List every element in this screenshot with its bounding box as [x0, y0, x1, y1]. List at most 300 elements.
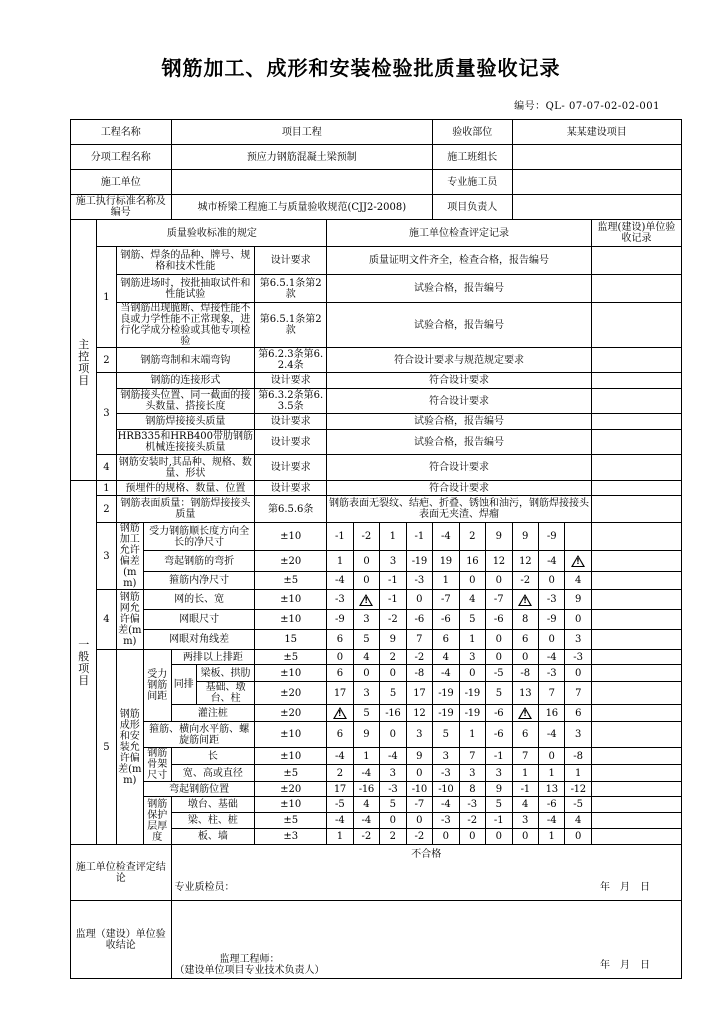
- col-quality-standard: 质量验收标准的规定: [97, 220, 327, 247]
- measured-value: -10: [406, 782, 432, 797]
- page-title: 钢筋加工、成形和安装检验批质量验收记录: [161, 56, 561, 80]
- measured-value: 6: [327, 722, 353, 748]
- measured-value: 1: [380, 523, 406, 551]
- table-row: [71, 523, 682, 551]
- measured-value: -7: [406, 797, 432, 813]
- main-control-label: [71, 247, 97, 481]
- measured-value: 9: [380, 630, 406, 650]
- item-requirement: 第6.5.1条第2款: [255, 303, 327, 348]
- measured-value: -6: [486, 610, 512, 630]
- supervision-cell: [591, 630, 681, 650]
- measured-value: 0: [406, 590, 432, 610]
- supervision-cell: [591, 705, 681, 722]
- warning-icon: [518, 707, 532, 719]
- tolerance-group-label: 钢筋网允许偏差(mm): [116, 590, 144, 650]
- measured-value: -4: [433, 797, 459, 813]
- measured-value: 3: [406, 722, 432, 748]
- measured-value: -4: [327, 813, 353, 829]
- measured-value: 0: [565, 610, 591, 630]
- table-row: [71, 901, 682, 979]
- item-text: 钢筋弯制和末端弯钩: [116, 348, 255, 373]
- measured-value: -4: [538, 551, 564, 572]
- item-number: 5: [97, 650, 116, 845]
- unit-check-conclusion: [171, 845, 681, 901]
- measured-value: 6: [512, 630, 538, 650]
- measured-value: 9: [512, 523, 538, 551]
- item-text: 长: [171, 748, 255, 765]
- measured-value: -10: [433, 782, 459, 797]
- stress-bar-spacing-label: 受力钢筋间距: [144, 650, 172, 722]
- supervision-cell: [591, 765, 681, 782]
- measured-value: -1: [380, 590, 406, 610]
- item-result: 符合设计要求: [327, 389, 592, 414]
- measured-value: 0: [486, 630, 512, 650]
- measured-value: 1: [327, 551, 353, 572]
- tolerance: ±20: [255, 551, 327, 572]
- measured-value: 12: [512, 551, 538, 572]
- measured-value: 5: [353, 705, 379, 722]
- sub-project-value: 预应力钢筋混凝土梁预制: [171, 145, 433, 170]
- project-manager-value: [512, 195, 682, 220]
- measured-value: [565, 551, 591, 572]
- tolerance: ±5: [255, 765, 327, 782]
- measured-value: 0: [406, 765, 432, 782]
- measured-value: -4: [327, 748, 353, 765]
- measured-value: [353, 590, 379, 610]
- measured-value: -1: [486, 748, 512, 765]
- supervision-cell: [591, 610, 681, 630]
- item-text: 箍筋内净尺寸: [144, 572, 255, 590]
- item-text: 钢筋进场时，按批抽取试件和性能试验: [116, 275, 255, 303]
- measured-value: 5: [380, 797, 406, 813]
- item-requirement: 第6.5.6条: [255, 496, 327, 523]
- measured-value: 7: [538, 682, 564, 705]
- supervision-cell: [591, 430, 681, 455]
- table-row: [71, 551, 682, 572]
- warning-icon: [571, 555, 585, 567]
- tolerance: ±5: [255, 813, 327, 829]
- measured-value: -2: [512, 572, 538, 590]
- measured-value: -3: [538, 665, 564, 682]
- table-row: [71, 590, 682, 610]
- measured-value: 17: [406, 682, 432, 705]
- measured-value: 4: [459, 590, 485, 610]
- item-requirement: 第6.3.2条第6.3.5条: [255, 389, 327, 414]
- tolerance: ±5: [255, 572, 327, 590]
- item-text: 网眼对角线差: [144, 630, 255, 650]
- measured-value: -9: [327, 610, 353, 630]
- supervision-cell: [591, 590, 681, 610]
- measured-value: -9: [538, 610, 564, 630]
- measured-value: 0: [486, 572, 512, 590]
- measured-value: 2: [327, 765, 353, 782]
- measured-value: -7: [433, 590, 459, 610]
- col-inspection-record: 施工单位检查评定记录: [327, 220, 592, 247]
- measured-value: 3: [512, 813, 538, 829]
- measured-value: -5: [565, 797, 591, 813]
- measured-value: 1: [565, 765, 591, 782]
- tolerance: ±10: [255, 748, 327, 765]
- tolerance: ±10: [255, 797, 327, 813]
- measured-value: 3: [433, 748, 459, 765]
- measured-value: 13: [512, 682, 538, 705]
- measured-value: -19: [459, 705, 485, 722]
- supervision-cell: [591, 797, 681, 813]
- measured-value: 0: [327, 650, 353, 665]
- supervision-cell: [591, 481, 681, 496]
- project-name-label: 工程名称: [71, 120, 172, 145]
- measured-value: -8: [512, 665, 538, 682]
- date-text: 年 月 日: [600, 959, 650, 971]
- measured-value: -2: [353, 829, 379, 845]
- measured-value: 5: [459, 610, 485, 630]
- item-result: 钢筋表面无裂纹、结疤、折叠、锈蚀和油污，钢筋焊接接头表面无夹渣、焊瘤: [327, 496, 592, 523]
- tolerance: ±10: [255, 665, 327, 682]
- measured-value: 5: [486, 682, 512, 705]
- table-row: [71, 373, 682, 389]
- item-text: 钢筋安装时,其品种、规格、数量、形状: [116, 455, 255, 481]
- col-supervision: 监理(建设)单位验收记录: [591, 220, 681, 247]
- item-requirement: 设计要求: [255, 481, 327, 496]
- measured-value: 0: [486, 650, 512, 665]
- table-row: [71, 247, 682, 275]
- supervision-cell: [591, 455, 681, 481]
- supervision-cell: [591, 389, 681, 414]
- measured-value: -19: [433, 682, 459, 705]
- measured-value: -1: [512, 782, 538, 797]
- measured-value: -1: [327, 523, 353, 551]
- measured-value: -2: [406, 829, 432, 845]
- measured-value: -4: [538, 722, 564, 748]
- construction-unit-value: [171, 170, 433, 195]
- measured-value: -1: [486, 813, 512, 829]
- measured-value: 0: [380, 813, 406, 829]
- measured-value: -6: [538, 797, 564, 813]
- item-result: 试验合格，报告编号: [327, 414, 592, 430]
- measured-value: 7: [565, 682, 591, 705]
- measured-value: 2: [380, 829, 406, 845]
- measured-value: 5: [380, 682, 406, 705]
- measured-value: -16: [380, 705, 406, 722]
- item-text: 两排以上排距: [171, 650, 255, 665]
- measured-value: 0: [538, 572, 564, 590]
- tolerance: ±20: [255, 705, 327, 722]
- table-row: [71, 389, 682, 414]
- measured-value: -19: [406, 551, 432, 572]
- measured-value: [565, 523, 591, 551]
- tolerance: ±10: [255, 610, 327, 630]
- item-text: 弯起钢筋的弯折: [144, 551, 255, 572]
- measured-value: 17: [327, 782, 353, 797]
- item-text: 板、墙: [171, 829, 255, 845]
- measured-value: 0: [459, 829, 485, 845]
- measured-value: 16: [538, 705, 564, 722]
- item-number: 4: [97, 455, 116, 481]
- measured-value: 7: [459, 748, 485, 765]
- item-text: 灌注桩: [171, 705, 255, 722]
- item-number: 3: [97, 523, 116, 590]
- measured-value: -5: [327, 797, 353, 813]
- project-name-value: 项目工程: [171, 120, 433, 145]
- measured-value: 1: [538, 765, 564, 782]
- item-requirement: 第6.2.3条第6.2.4条: [255, 348, 327, 373]
- supervision-cell: [591, 722, 681, 748]
- measured-value: 0: [380, 665, 406, 682]
- measured-value: -6: [406, 610, 432, 630]
- warning-icon: [333, 707, 347, 719]
- supervision-cell: [591, 572, 681, 590]
- measured-value: 0: [486, 829, 512, 845]
- measured-value: -3: [380, 782, 406, 797]
- measured-value: -2: [459, 813, 485, 829]
- project-manager-label: 项目负责人: [433, 195, 512, 220]
- measured-value: 3: [380, 551, 406, 572]
- measured-value: 6: [433, 630, 459, 650]
- measured-value: 5: [433, 722, 459, 748]
- frame-size-label: 钢筋骨架尺寸: [144, 748, 172, 782]
- warning-icon: [359, 594, 373, 606]
- measured-value: 3: [459, 765, 485, 782]
- tolerance-group-label: 钢筋成形和安装允许偏差(mm): [116, 650, 144, 845]
- supervision-cell: [591, 414, 681, 430]
- table-row: [71, 348, 682, 373]
- item-text: 基础、墩台、柱: [196, 682, 254, 705]
- sub-project-label: 分项工程名称: [71, 145, 172, 170]
- supervision-cell: [591, 551, 681, 572]
- measured-value: -12: [565, 782, 591, 797]
- measured-value: 0: [565, 665, 591, 682]
- table-row: [71, 797, 682, 813]
- unit-check-label: 施工单位检查评定结论: [71, 845, 172, 901]
- measured-value: -4: [327, 572, 353, 590]
- measured-value: 2: [380, 650, 406, 665]
- measured-value: -4: [538, 813, 564, 829]
- measured-value: 1: [538, 829, 564, 845]
- measured-value: -4: [433, 523, 459, 551]
- professional-worker-value: [512, 170, 682, 195]
- measured-value: 9: [486, 523, 512, 551]
- supervision-conclusion: [171, 901, 681, 979]
- table-row: [71, 303, 682, 348]
- measured-value: 9: [406, 748, 432, 765]
- item-text: 钢筋、焊条的品种、牌号、规格和技术性能: [116, 247, 255, 275]
- team-leader-value: [512, 145, 682, 170]
- supervision-conclusion-label: 监理（建设）单位验收结论: [71, 901, 172, 979]
- item-result: 符合设计要求: [327, 455, 592, 481]
- measured-value: 3: [565, 630, 591, 650]
- measured-value: 0: [433, 829, 459, 845]
- measured-value: -2: [353, 523, 379, 551]
- acceptance-dept-value: 某某建设项目: [512, 120, 682, 145]
- table-row: [71, 782, 682, 797]
- cover-thickness-label: 钢筋保护层厚度: [144, 797, 172, 845]
- item-text: 预埋件的规格、数量、位置: [116, 481, 255, 496]
- measured-value: -5: [486, 665, 512, 682]
- item-text: 梁、柱、桩: [171, 813, 255, 829]
- item-text: 网眼尺寸: [144, 610, 255, 630]
- table-row: [71, 496, 682, 523]
- measured-value: 0: [353, 665, 379, 682]
- acceptance-dept-label: 验收部位: [433, 120, 512, 145]
- measured-value: 1: [459, 722, 485, 748]
- supervision-cell: [591, 523, 681, 551]
- measured-value: 4: [353, 650, 379, 665]
- measured-value: -19: [459, 682, 485, 705]
- measured-value: 3: [565, 722, 591, 748]
- measured-value: 2: [459, 523, 485, 551]
- tolerance: ±5: [255, 650, 327, 665]
- item-text: 钢筋焊接接头质量: [116, 414, 255, 430]
- measured-value: 4: [565, 813, 591, 829]
- measured-value: -3: [406, 572, 432, 590]
- item-text: HRB335和HRB400带肋钢筋机械连接接头质量: [117, 431, 254, 453]
- measured-value: -4: [538, 650, 564, 665]
- item-result: 符合设计要求: [327, 373, 592, 389]
- measured-value: -4: [433, 665, 459, 682]
- item-text: 宽、高或直径: [171, 765, 255, 782]
- measured-value: -8: [406, 665, 432, 682]
- supervision-cell: [591, 748, 681, 765]
- table-row: [71, 630, 682, 650]
- measured-value: -8: [565, 748, 591, 765]
- measured-value: -6: [486, 722, 512, 748]
- measured-value: 9: [353, 722, 379, 748]
- table-row: [71, 572, 682, 590]
- measured-value: 0: [512, 650, 538, 665]
- quality-inspector-label: 专业质检员：: [174, 882, 235, 893]
- supervision-cell: [591, 650, 681, 665]
- construction-unit-label: 施工单位: [71, 170, 172, 195]
- item-result: 符合设计要求: [327, 481, 592, 496]
- measured-value: 7: [512, 748, 538, 765]
- measured-value: 13: [538, 782, 564, 797]
- table-row: [71, 722, 682, 748]
- supervision-cell: [591, 373, 681, 389]
- item-requirement: 设计要求: [255, 247, 327, 275]
- item-text: 网的长、宽: [144, 590, 255, 610]
- tolerance: 15: [255, 630, 327, 650]
- measured-value: 16: [459, 551, 485, 572]
- table-row: [71, 275, 682, 303]
- table-row: [71, 414, 682, 430]
- item-text: 当钢筋出现脆断、焊接性能不良或力学性能不正常现象，进行化学成分检验或其他专项检验: [116, 303, 255, 348]
- measured-value: -6: [433, 610, 459, 630]
- measured-value: 0: [406, 813, 432, 829]
- measured-value: 9: [486, 782, 512, 797]
- supervision-cell: [591, 247, 681, 275]
- item-number: 3: [97, 373, 116, 455]
- supervision-cell: [591, 829, 681, 845]
- table-row: [71, 748, 682, 765]
- measured-value: 6: [512, 722, 538, 748]
- document-number: 编号：QL- 07-07-02-02-001: [514, 101, 660, 112]
- table-row: [71, 650, 682, 665]
- item-number: 2: [97, 496, 116, 523]
- standard-value: 城市桥梁工程施工与质量验收规范(CJJ2-2008): [171, 195, 433, 220]
- table-row: [71, 455, 682, 481]
- measured-value: -16: [353, 782, 379, 797]
- standard-label: 施工执行标准名称及编号: [71, 195, 172, 220]
- measured-value: 9: [565, 590, 591, 610]
- item-text: 弯起钢筋位置: [144, 782, 255, 797]
- item-text: 墩台、基础: [171, 797, 255, 813]
- supervision-cell: [591, 496, 681, 523]
- measured-value: -19: [433, 705, 459, 722]
- tolerance: ±20: [255, 682, 327, 705]
- measured-value: -2: [380, 610, 406, 630]
- measured-value: -4: [353, 765, 379, 782]
- supervision-cell: [591, 303, 681, 348]
- table-row: [71, 430, 682, 455]
- item-number: 1: [97, 481, 116, 496]
- measured-value: 1: [512, 765, 538, 782]
- item-number: 2: [97, 348, 116, 373]
- item-number: 4: [97, 590, 116, 650]
- date-text: 年 月 日: [600, 882, 650, 893]
- measured-value: 1: [327, 829, 353, 845]
- blank-cell: [71, 220, 97, 247]
- measured-value: 3: [380, 765, 406, 782]
- supervision-cell: [591, 682, 681, 705]
- measured-value: 7: [406, 630, 432, 650]
- supervision-note: （建设单位项目专业技术负责人）: [174, 965, 325, 976]
- supervision-cell: [591, 275, 681, 303]
- tolerance: ±20: [255, 782, 327, 797]
- measured-value: 0: [538, 630, 564, 650]
- main-control-label-text: 主控项目: [78, 338, 90, 388]
- measured-value: 0: [538, 748, 564, 765]
- item-requirement: 设计要求: [255, 430, 327, 455]
- measured-value: 5: [486, 797, 512, 813]
- item-result: 符合设计要求与规范规定要求: [327, 348, 592, 373]
- measured-value: 0: [459, 665, 485, 682]
- measured-value: -3: [459, 797, 485, 813]
- same-row-label: 同排: [171, 665, 196, 705]
- warning-icon: [518, 594, 532, 606]
- measured-value: 19: [433, 551, 459, 572]
- general-item-label-text: 一般项目: [78, 637, 90, 687]
- table-row: [71, 481, 682, 496]
- item-text: 钢筋接头位置、同一截面的接头数量、搭接长度: [116, 389, 255, 414]
- supervision-cell: [591, 665, 681, 682]
- item-text: 钢筋的连接形式: [116, 373, 255, 389]
- professional-worker-label: 专业施工员: [433, 170, 512, 195]
- item-text: 箍筋、横向水平筋、螺旋筋间距: [144, 722, 255, 748]
- item-text: 受力钢筋顺长度方向全长的净尺寸: [144, 523, 255, 551]
- measured-value: 4: [565, 572, 591, 590]
- measured-value: -9: [538, 523, 564, 551]
- measured-value: 8: [459, 782, 485, 797]
- measured-value: 1: [459, 630, 485, 650]
- measured-value: -1: [380, 572, 406, 590]
- supervision-cell: [591, 782, 681, 797]
- measured-value: 0: [459, 572, 485, 590]
- tolerance: ±3: [255, 829, 327, 845]
- item-requirement: 设计要求: [255, 373, 327, 389]
- measured-value: 0: [565, 829, 591, 845]
- table-row: [71, 610, 682, 630]
- measured-value: -3: [433, 813, 459, 829]
- measured-value: 17: [327, 682, 353, 705]
- item-requirement: 设计要求: [255, 414, 327, 430]
- measured-value: [512, 705, 538, 722]
- measured-value: [327, 705, 353, 722]
- item-requirement: 第6.5.1条第2款: [255, 275, 327, 303]
- measured-value: 6: [565, 705, 591, 722]
- measured-value: 3: [353, 610, 379, 630]
- measured-value: -3: [433, 765, 459, 782]
- supervision-cell: [591, 348, 681, 373]
